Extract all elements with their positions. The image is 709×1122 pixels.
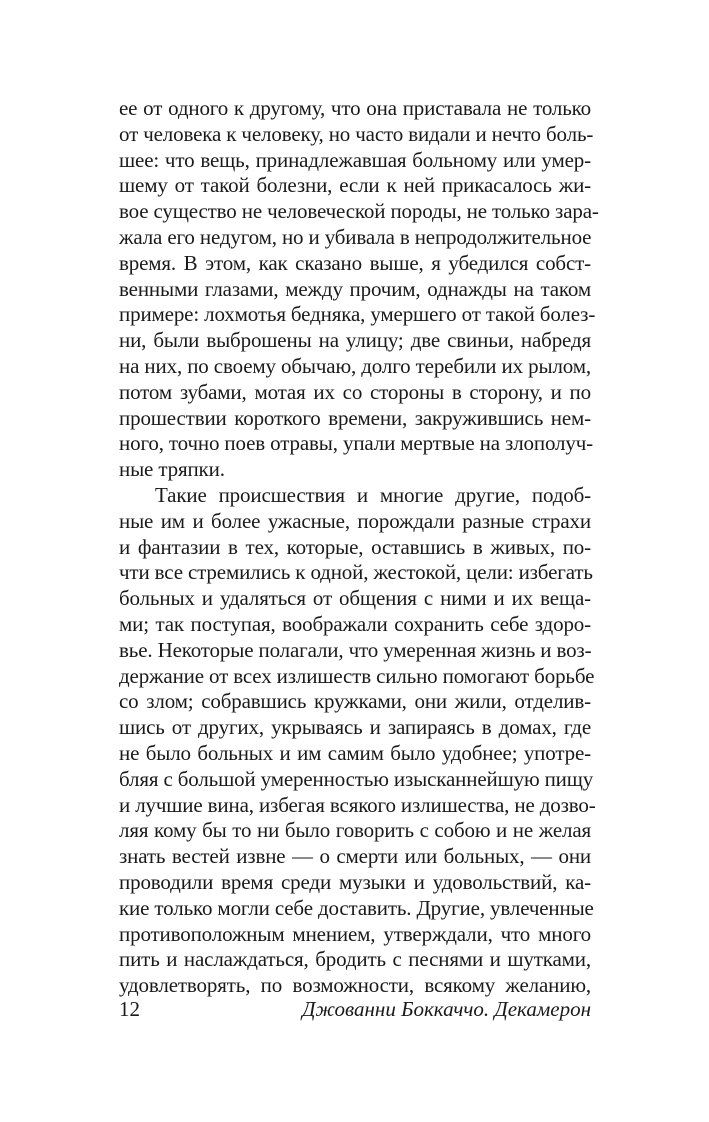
text-line: вье. Некоторые полагали, что умеренная жизнь и воз- <box>119 637 592 662</box>
text-line: ные им и более ужасные, порождали разные страхи <box>119 508 591 533</box>
text-line: ни, были выброшены на улицу; две свиньи, набредя <box>119 328 591 353</box>
text-line: от человека к человеку, но часто видали и нечто боль- <box>119 121 594 146</box>
text-line: Такие происшествия и многие другие, подоб- <box>155 482 591 507</box>
text-line: ные тряпки. <box>119 457 225 482</box>
running-title: Джованни Боккаччо. Декамерон <box>302 997 591 1021</box>
text-line: и фантазии в тех, которые, оставшись в живых, по- <box>119 534 591 559</box>
text-line: шись от других, укрываясь и запираясь в домах, где <box>119 715 591 740</box>
text-line: венными глазами, между прочим, однажды на таком <box>119 276 591 301</box>
text-line: и лучшие вина, избегая всякого излишества, не дозво- <box>119 792 596 817</box>
paragraph-2 <box>119 482 596 999</box>
text-line: вое существо не человеческой породы, не только зара- <box>119 199 599 224</box>
text-line: пить и наслаждаться, бродить с песнями и шутками, <box>119 947 591 972</box>
text-line: на них, по своему обычаю, долго теребили их рылом, <box>119 353 591 378</box>
text-line: держание от всех излишеств сильно помогают борьбе <box>119 663 595 688</box>
text-line: больных и удаляться от общения с ними и их веща- <box>119 586 591 611</box>
text-line: шее: что вещь, принадлежавшая больному или умер- <box>119 147 591 172</box>
text-line: ного, точно поев отравы, упали мертвые на злополуч- <box>119 431 593 456</box>
text-line: ляя кому бы то ни было говорить с собою и не желая <box>119 818 591 843</box>
text-line: ее от одного к другому, что она приставала не только <box>119 96 591 120</box>
text-line: время. В этом, как сказано выше, я убедился собст- <box>119 250 591 275</box>
text-line: кие только могли себе доставить. Другие, увлеченные <box>119 895 594 920</box>
text-line: бляя с большой умеренностью изысканнейшую пищу <box>119 766 594 791</box>
text-line: не было больных и им самим было удобнее; употре- <box>119 740 591 765</box>
text-line: примере: лохмотья бедняка, умершего от такой болез- <box>119 302 596 327</box>
paragraph-1 <box>119 96 599 483</box>
page-number: 12 <box>119 997 140 1021</box>
text-line: ми; так поступая, воображали сохранить себе здоро- <box>119 611 591 636</box>
text-line: чти все стремились к одной, жестокой, цели: избегать <box>119 560 593 585</box>
text-line: проводили время среди музыки и удовольствий, ка- <box>119 869 591 894</box>
text-line: шему от такой болезни, если к ней прикасалось жи- <box>119 173 591 198</box>
text-line: знать вестей извне — о смерти или больных, — они <box>119 844 591 869</box>
text-line: со злом; собравшись кружками, они жили, отделив- <box>119 689 591 714</box>
text-line: противоположным мнением, утверждали, что много <box>119 921 591 946</box>
text-line: прошествии короткого времени, закружившись нем- <box>119 405 591 430</box>
text-line: удовлетворять, по возможности, всякому желанию, <box>119 973 591 998</box>
text-line: жала его недугом, но и убивала в непродолжительное <box>119 224 592 249</box>
page-body <box>119 96 599 999</box>
text-line: потом зубами, мотая их со стороны в сторону, и по <box>119 379 591 404</box>
page-footer <box>119 996 591 1022</box>
